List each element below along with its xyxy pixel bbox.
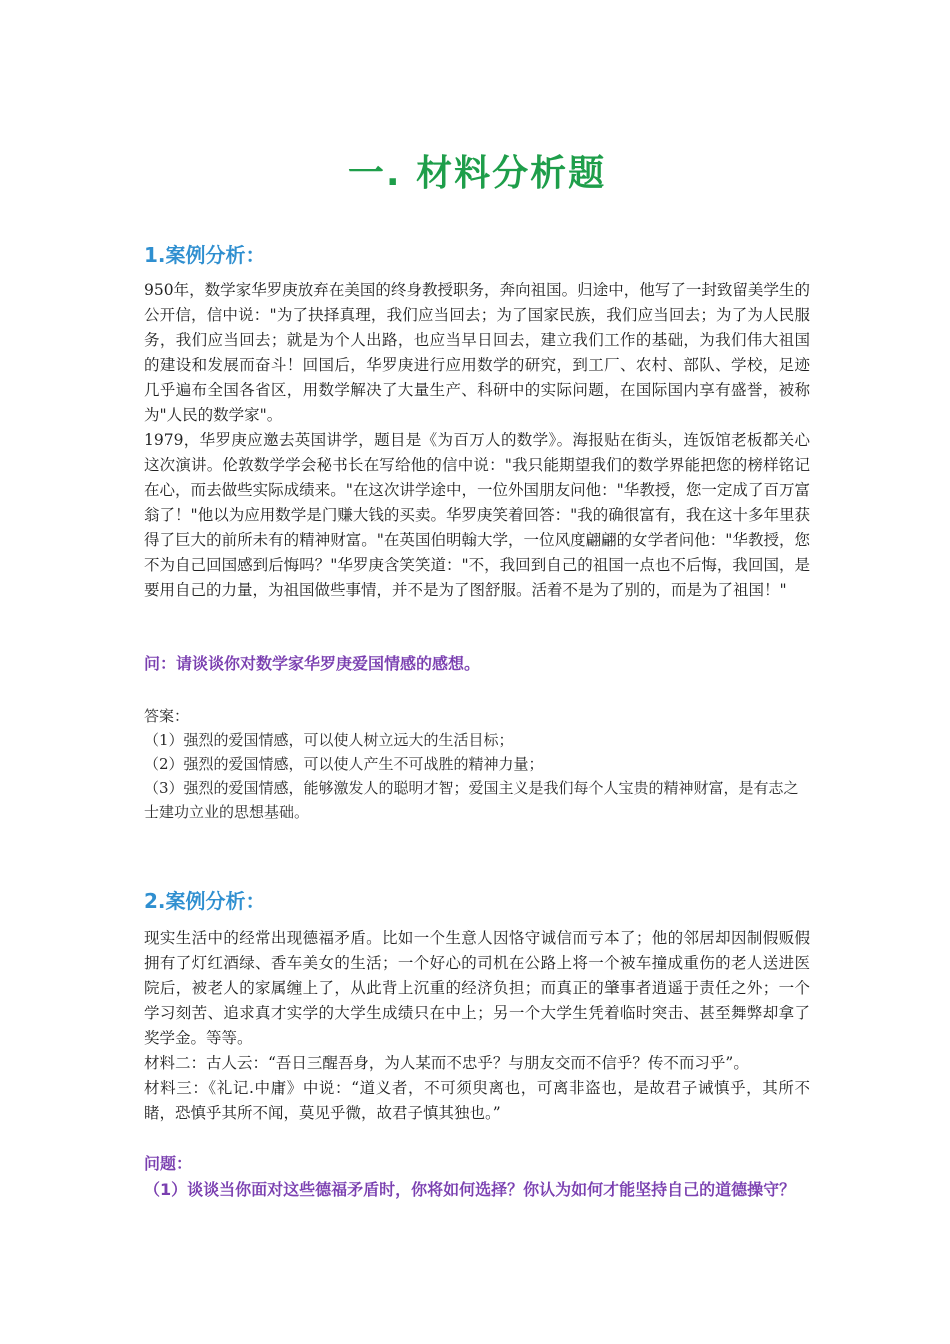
case2-material-2: 材料二：古人云：“吾日三醒吾身，为人某而不忠乎？与朋友交而不信乎？传不而习乎”。	[144, 1054, 749, 1072]
answer-label: 答案：	[144, 707, 190, 725]
case2-question-label: 问题：	[144, 1154, 193, 1173]
document-title: 一. 材料分析题	[347, 153, 607, 194]
case2-heading: 2.案例分析：	[144, 889, 266, 913]
case2-paragraph-1: 现实生活中的经常出现德福矛盾。比如一个生意人因恪守诚信而亏本了；他的邻居却因制假贩假拥有了灯红酒绿、香车美女的生活；一个好心的司机在公路上将一个被车撞成重伤的老人送进医院后，被老人的家属缠上了，从此背上沉重的经济负担；而真正的肇事者逍遥于责任之外；一个学习刻苦、追求真才实学的大学生成绩只在中上；另一个大学生凭着临时突击、甚至舞弊却拿了奖学金。等等。	[144, 929, 810, 1047]
case1-answer	[144, 704, 810, 824]
case1-paragraph-1: 950年，数学家华罗庚放弃在美国的终身教授职务，奔向祖国。归途中，他写了一封致留美学生的公开信，信中说："为了抉择真理，我们应当回去；为了国家民族，我们应当回去；为了为人民服务，我们应当回去；就是为个人出路，也应当早日回去，建立我们工作的基础，为我们伟大祖国的建设和发展而奋斗！回国后，华罗庚进行应用数学的研究，到工厂、农村、部队、学校，足迹几乎遍布全国各省区，用数学解决了大量生产、科研中的实际问题，在国际国内享有盛誉，被称为"人民的数学家"。	[144, 281, 810, 424]
case2-question-1: （1）谈谈当你面对这些德福矛盾时，你将如何选择？你认为如何才能坚持自己的道德操守？	[144, 1180, 796, 1199]
case2-material-3: 材料三：《礼记.中庸》中说：“道义者，不可须臾离也，可离非盗也，是故君子诫慎乎，其所不睹，恐慎乎其所不闻，莫见乎微，故君子慎其独也。”	[144, 1079, 810, 1122]
case1-paragraph-2: 1979，华罗庚应邀去英国讲学，题目是《为百万人的数学》。海报贴在街头，连饭馆老板都关心这次演讲。伦敦数学学会秘书长在写给他的信中说："我只能期望我们的数学界能把您的榜样铭记在心，而去做些实际成绩来。"在这次讲学途中，一位外国朋友问他："华教授，您一定成了百万富翁了！"他以为应用数学是门赚大钱的买卖。华罗庚笑着回答："我的确很富有，我在这十多年里获得了巨大的前所未有的精神财富。"在英国伯明翰大学，一位风度翩翩的女学者问他："华教授，您不为自己回国感到后悔吗？"华罗庚含笑笑道："不，我回到自己的祖国一点也不后悔，我回国，是要用自己的力量，为祖国做些事情，并不是为了图舒服。活着不是为了别的，而是为了祖国！"	[144, 431, 810, 599]
case1-heading: 1.案例分析：	[144, 243, 266, 267]
case1-question: 问：请谈谈你对数学家华罗庚爱国情感的感想。	[144, 654, 481, 673]
answer-item-2: （2）强烈的爱国情感，可以使人产生不可战胜的精神力量；	[144, 755, 544, 773]
answer-item-3: （3）强烈的爱国情感，能够激发人的聪明才智；爱国主义是我们每个人宝贵的精神财富，是有志之士建功立业的思想基础。	[144, 779, 799, 821]
answer-item-1: （1）强烈的爱国情感，可以使人树立远大的生活目标；	[144, 731, 514, 749]
